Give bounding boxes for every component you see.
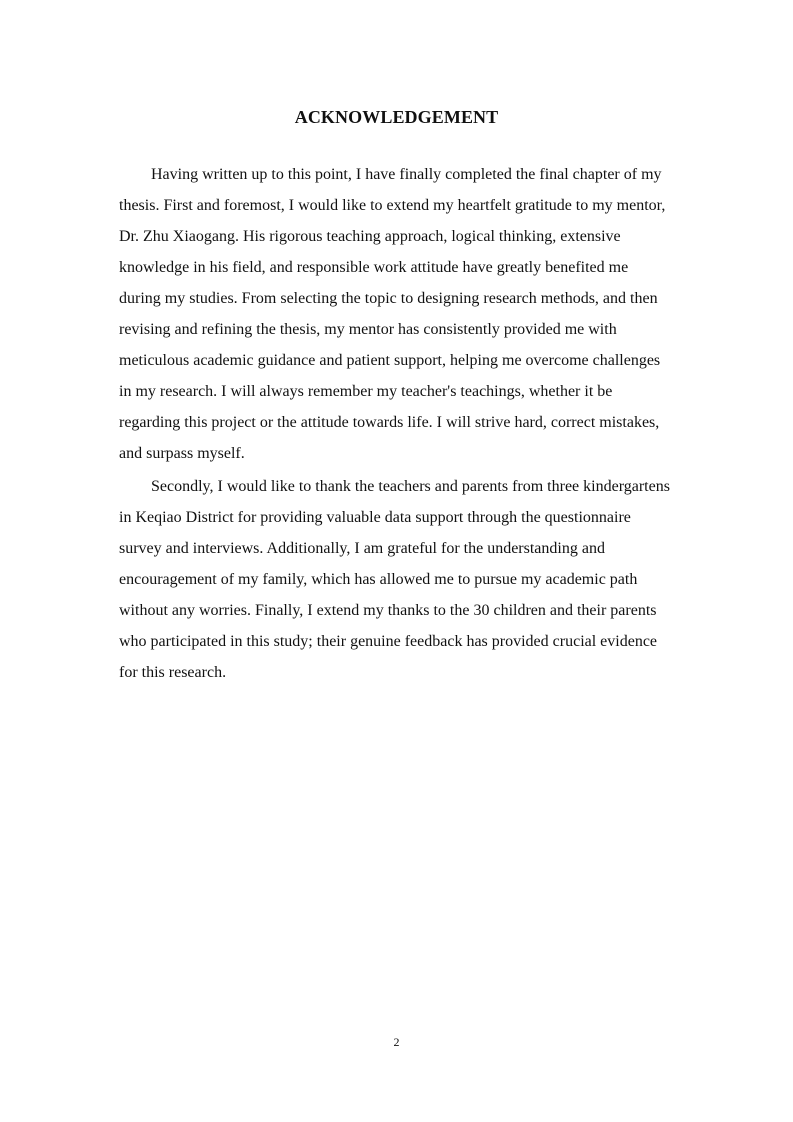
text-line: survey and interviews. Additionally, I am grateful for the understanding and <box>119 540 605 557</box>
text-line: Dr. Zhu Xiaogang. His rigorous teaching approach, logical thinking, extensive <box>119 228 621 245</box>
page-number: 2 <box>393 1035 400 1049</box>
text-line: for this research. <box>119 664 227 681</box>
text-line: Having written up to this point, I have finally completed the final chapter of my <box>151 166 662 183</box>
text-line: regarding this project or the attitude towards life. I will strive hard, correct mistakes, <box>119 414 660 431</box>
text-line: meticulous academic guidance and patient support, helping me overcome challenges <box>119 352 661 369</box>
text-line: without any worries. Finally, I extend my thanks to the 30 children and their parents <box>119 602 657 619</box>
text-line: encouragement of my family, which has allowed me to pursue my academic path <box>119 571 638 588</box>
text-line: who participated in this study; their genuine feedback has provided crucial evidence <box>119 633 658 650</box>
text-line: revising and refining the thesis, my mentor has consistently provided me with <box>119 321 617 338</box>
text-line: during my studies. From selecting the topic to designing research methods, and then <box>119 290 658 307</box>
text-line: in Keqiao District for providing valuable data support through the questionnaire <box>119 509 631 526</box>
text-line: and surpass myself. <box>119 445 245 462</box>
text-line: Secondly, I would like to thank the teachers and parents from three kindergartens <box>151 478 670 495</box>
page-title: ACKNOWLEDGEMENT <box>294 107 499 127</box>
text-line: thesis. First and foremost, I would like to extend my heartfelt gratitude to my mentor, <box>119 197 666 214</box>
text-line: in my research. I will always remember my teacher's teachings, whether it be <box>119 383 613 400</box>
text-line: knowledge in his field, and responsible work attitude have greatly benefited me <box>119 259 629 276</box>
